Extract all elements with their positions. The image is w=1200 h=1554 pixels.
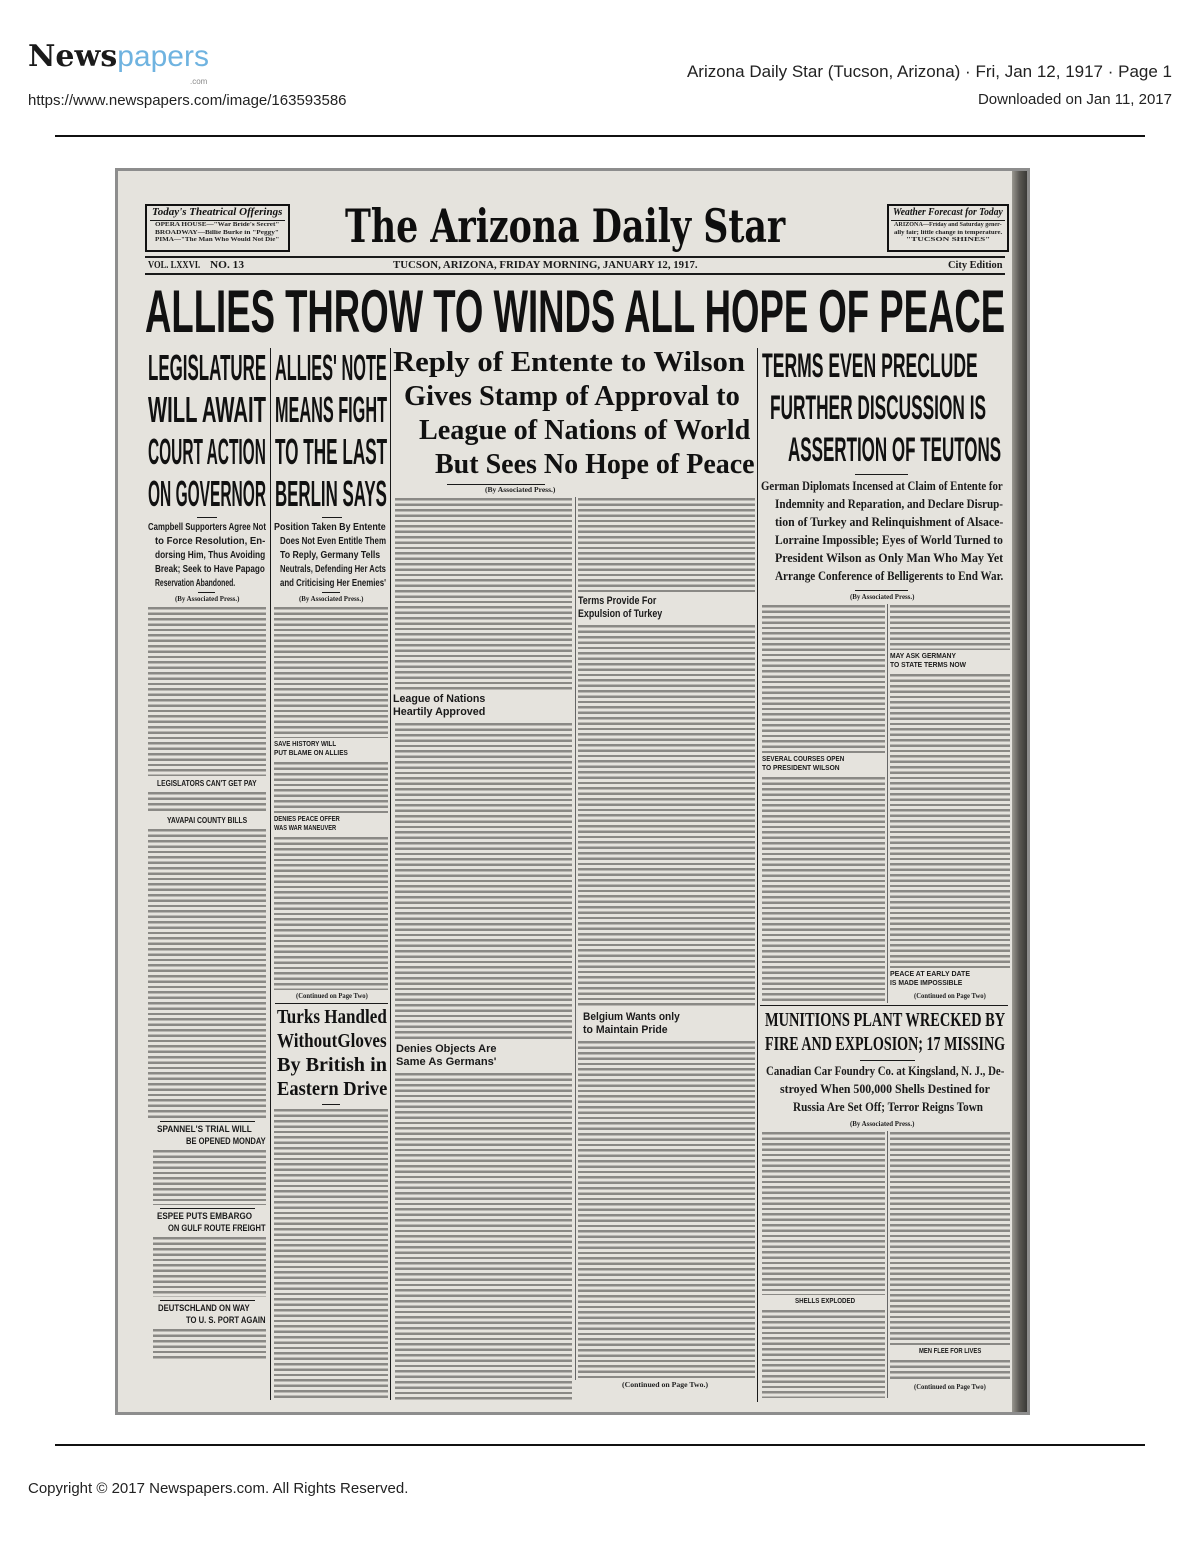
subhead: MEN FLEE FOR LIVES — [919, 1348, 982, 1355]
headline-line: Gives Stamp of Approval to — [404, 381, 740, 412]
deck-line: To Reply, Germany Tells — [280, 549, 381, 561]
header-divider — [55, 135, 1145, 137]
byline: (By Associated Press.) — [485, 486, 556, 494]
headline-line: WithoutGloves — [277, 1030, 387, 1052]
subhead: TO PRESIDENT WILSON — [762, 765, 840, 772]
article-body-text — [890, 673, 1010, 968]
byline: (By Associated Press.) — [850, 593, 915, 601]
headline-line: FURTHER DISCUSSION IS — [770, 389, 987, 427]
deck-line: Canadian Car Foundry Co. at Kingsland, N. J., De- — [766, 1063, 1005, 1078]
article-body-text — [578, 497, 755, 592]
brief-headline: ESPEE PUTS EMBARGO — [157, 1211, 253, 1221]
headline-line: ALLIES' NOTE — [275, 347, 387, 388]
article-body-text — [890, 1131, 1010, 1345]
headline-line: Reply of Entente to Wilson — [393, 347, 745, 378]
weather-box-title: Weather Forecast for Today — [893, 207, 1003, 218]
deck-line: dorsing Him, Thus Avoiding — [155, 549, 266, 561]
issue-number: NO. 13 — [210, 260, 244, 271]
deck-line: Neutrals, Defending Her Acts — [280, 563, 386, 575]
deck-line: President Wilson as Only Man Who May Yet — [775, 550, 1004, 565]
subhead: to Maintain Pride — [583, 1024, 668, 1036]
subhead: League of Nations — [393, 693, 486, 705]
weather-line: ARIZONA—Friday and Saturday gener- — [894, 222, 1002, 228]
article-body-text — [274, 836, 388, 990]
subhead: SHELLS EXPLODED — [795, 1298, 856, 1305]
logo-news-text: News — [28, 39, 118, 74]
subhead: Belgium Wants only — [583, 1011, 680, 1023]
subhead: PUT BLAME ON ALLIES — [274, 750, 348, 757]
headline-line: LEGISLATURE — [148, 347, 267, 388]
brief-headline: BE OPENED MONDAY — [186, 1136, 266, 1146]
weather-line: ally fair; little change in temperature. — [894, 229, 1003, 236]
article-body-text — [274, 761, 388, 813]
deck-line: Lorraine Impossible; Eyes of World Turned to — [775, 532, 1003, 547]
downloaded-date: Downloaded on Jan 11, 2017 — [977, 91, 1172, 108]
headline-line: Eastern Drive — [277, 1078, 388, 1100]
deck-line: Indemnity and Reparation, and Declare Disrup- — [775, 496, 1004, 511]
deck-line: Does Not Even Entitle Them — [280, 535, 387, 547]
newspapers-logo[interactable] — [28, 40, 209, 75]
subhead: IS MADE IMPOSSIBLE — [890, 980, 963, 987]
deck-line: Break; Seek to Have Papago — [155, 563, 265, 575]
headline-line: ON GOVERNOR — [148, 473, 267, 514]
article-body-text — [153, 1236, 266, 1297]
citation-text: Arizona Daily Star (Tucson, Arizona) · Fri, Jan 12, 1917 · Page 1 — [686, 62, 1172, 81]
subhead: Terms Provide For — [578, 595, 657, 607]
dateline-rule-top — [145, 256, 1005, 258]
deck-line: Arrange Conference of Belligerents to End War. — [775, 568, 1004, 583]
footer-divider — [55, 1444, 1145, 1446]
binding-spine — [1012, 171, 1027, 1412]
article-body-text — [153, 1328, 266, 1360]
headline-line: League of Nations of World — [419, 415, 751, 446]
article-body-text — [148, 828, 266, 1118]
subhead: YAVAPAI COUNTY BILLS — [167, 816, 248, 825]
article-body-text — [153, 1149, 266, 1205]
article-body-text — [148, 606, 266, 776]
article-body-text — [395, 1072, 572, 1400]
subhead: PEACE AT EARLY DATE — [890, 971, 970, 978]
subhead: SEVERAL COURSES OPEN — [762, 756, 845, 763]
brief-headline: DEUTSCHLAND ON WAY — [158, 1303, 250, 1313]
deck-line: to Force Resolution, En- — [155, 535, 266, 547]
deck-line: Reservation Abandoned. — [155, 577, 236, 589]
copyright-text: Copyright © 2017 Newspapers.com. All Rights Reserved. — [28, 1480, 409, 1497]
brief-headline: TO U. S. PORT AGAIN — [186, 1315, 266, 1325]
article-body-text — [395, 722, 572, 1040]
volume-number: VOL. LXXVI. — [148, 260, 201, 271]
weather-line: "TUCSON SHINES" — [906, 237, 991, 243]
subhead: Expulsion of Turkey — [578, 608, 663, 620]
deck-line: Russia Are Set Off; Terror Reigns Town — [793, 1099, 984, 1114]
article-body-text — [578, 624, 755, 1008]
article-body-text — [890, 604, 1010, 650]
subhead: DENIES PEACE OFFER — [274, 816, 340, 823]
theatre-box-title: Today's Theatrical Offerings — [152, 207, 283, 218]
headline-line: But Sees No Hope of Peace — [435, 449, 755, 480]
headline-line: FIRE AND EXPLOSION; 17 MISSING — [765, 1033, 1006, 1055]
article-body-text — [148, 791, 266, 813]
headline-line: MUNITIONS PLANT WRECKED BY — [765, 1009, 1006, 1031]
theatre-line: BROADWAY—Billie Burke in "Peggy" — [155, 229, 279, 236]
image-url-link[interactable]: https://www.newspapers.com/image/163593586 — [28, 92, 347, 109]
article-body-text — [890, 1359, 1010, 1380]
continued-note: (Continued on Page Two.) — [622, 1380, 709, 1389]
article-body-text — [274, 1108, 388, 1398]
subhead: LEGISLATORS CAN'T GET PAY — [157, 779, 257, 788]
subhead: SAVE HISTORY WILL — [274, 741, 337, 748]
deck-line: and Criticising Her Enemies' — [280, 577, 386, 589]
article-body-text — [762, 1131, 885, 1295]
edition-label: City Edition — [948, 260, 1003, 271]
subhead: Denies Objects Are — [396, 1043, 497, 1055]
subhead: MAY ASK GERMANY — [890, 653, 956, 660]
byline: (By Associated Press.) — [850, 1120, 915, 1128]
deck-line: Campbell Supporters Agree Not — [148, 521, 266, 533]
subhead: Heartily Approved — [393, 706, 486, 718]
headline-line: BERLIN SAYS — [275, 473, 387, 514]
headline-line: TO THE LAST — [275, 431, 388, 472]
brief-headline: SPANNEL'S TRIAL WILL — [157, 1124, 252, 1134]
continued-note: (Continued on Page Two) — [914, 992, 986, 1000]
byline: (By Associated Press.) — [299, 595, 364, 603]
subhead: WAS WAR MANEUVER — [274, 825, 337, 832]
headline-line: WILL AWAIT — [148, 389, 266, 430]
theatre-line: PIMA—"The Man Who Would Not Die" — [155, 237, 280, 243]
masthead-title: The Arizona Daily Star — [345, 199, 786, 253]
headline-line: Turks Handled — [277, 1006, 387, 1028]
subhead: Same As Germans' — [396, 1056, 497, 1068]
headline-line: ASSERTION OF TEUTONS — [788, 431, 1002, 469]
headline-line: MEANS FIGHT — [275, 389, 387, 430]
logo-com-text: .com — [190, 77, 208, 86]
headline-line: By British in — [277, 1054, 387, 1076]
byline: (By Associated Press.) — [175, 595, 240, 603]
logo-papers-text: papers — [117, 40, 209, 73]
subhead: TO STATE TERMS NOW — [890, 662, 966, 669]
continued-note: (Continued on Page Two) — [296, 992, 368, 1000]
article-body-text — [578, 1040, 755, 1378]
deck-line: tion of Turkey and Relinquishment of Alsace- — [775, 514, 1004, 529]
banner-headline: ALLIES THROW TO WINDS ALL HOPE OF PEACE — [145, 278, 1006, 345]
headline-line: COURT ACTION — [148, 431, 266, 472]
article-body-text — [395, 497, 572, 690]
dateline-rule-bottom — [145, 273, 1005, 275]
deck-line: German Diplomats Incensed at Claim of Entente for — [761, 478, 1003, 493]
article-body-text — [762, 604, 885, 753]
place-date: TUCSON, ARIZONA, FRIDAY MORNING, JANUARY 12, 1917. — [393, 260, 698, 271]
theatre-line: OPERA HOUSE—"War Bride's Secret" — [155, 222, 280, 228]
deck-line: stroyed When 500,000 Shells Destined for — [780, 1081, 990, 1096]
deck-line: Position Taken By Entente — [274, 521, 386, 533]
continued-note: (Continued on Page Two) — [914, 1383, 986, 1391]
article-body-text — [274, 606, 388, 738]
brief-headline: ON GULF ROUTE FREIGHT — [168, 1223, 266, 1233]
article-body-text — [762, 776, 885, 1003]
article-body-text — [762, 1309, 885, 1398]
headline-line: TERMS EVEN PRECLUDE — [762, 347, 978, 385]
